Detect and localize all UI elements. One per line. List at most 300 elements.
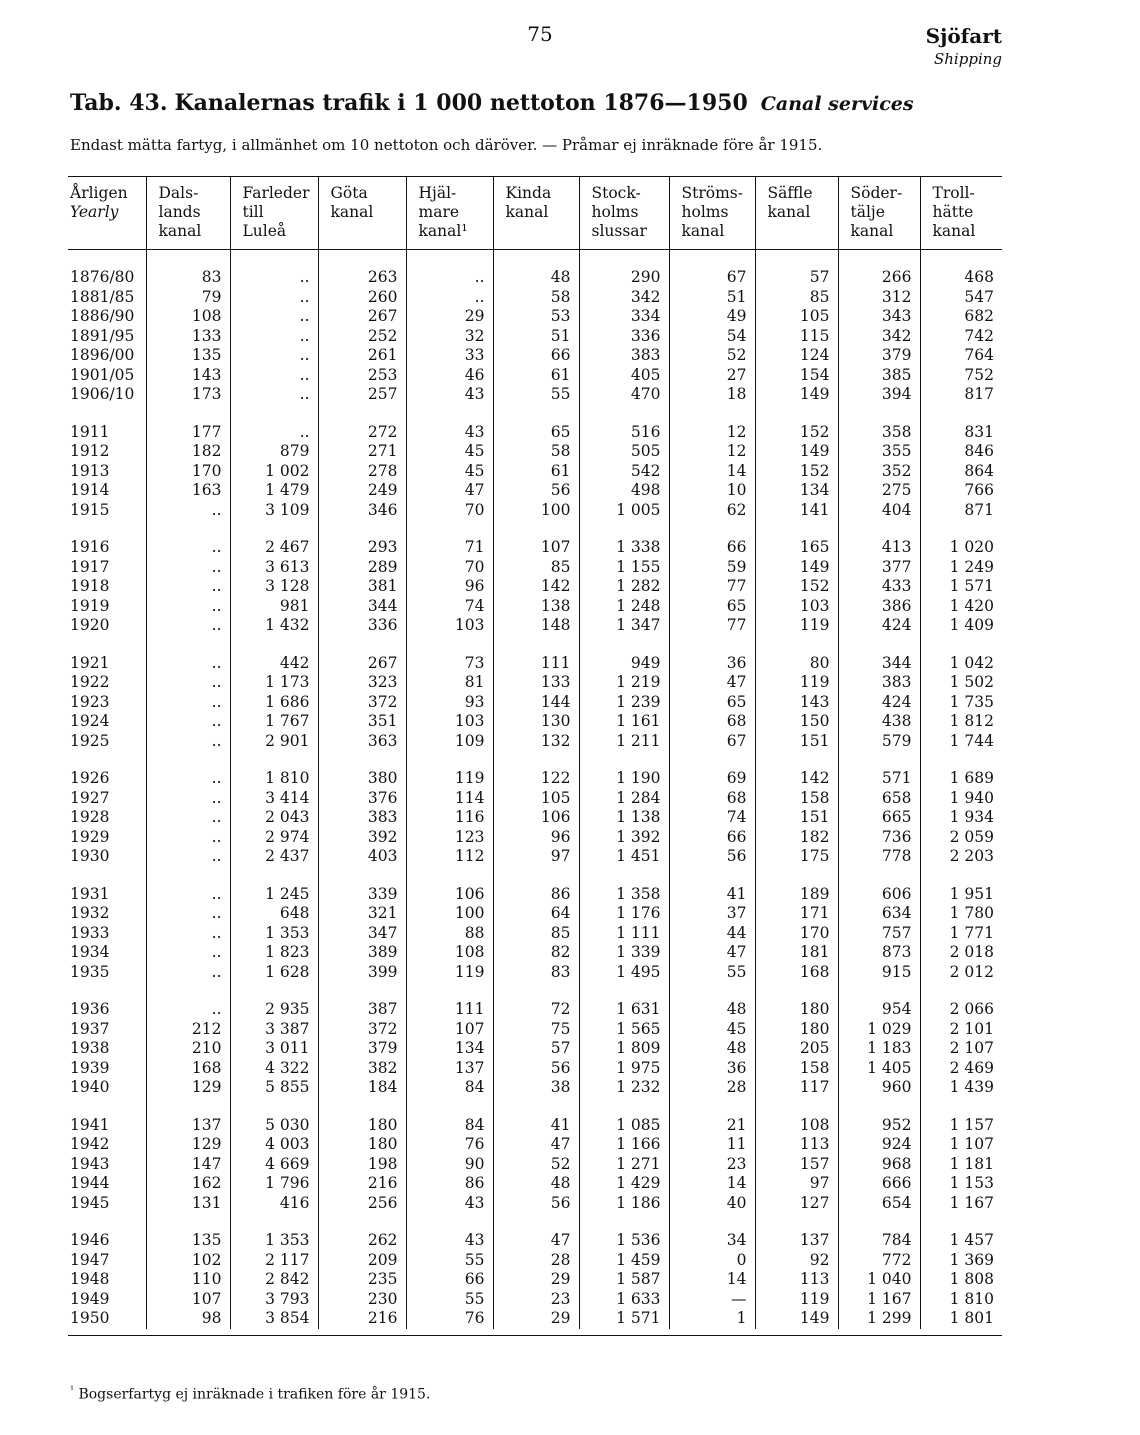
value-cell: 1 810 xyxy=(920,1290,1002,1310)
year-cell: 1923 xyxy=(70,692,110,711)
value-cell: 547 xyxy=(920,288,1002,308)
value-cell: 666 xyxy=(838,1174,920,1194)
value-cell: 132 xyxy=(493,732,579,752)
value-cell: 56 xyxy=(493,481,579,501)
spacer-cell xyxy=(579,867,669,885)
value-cell: 271 xyxy=(318,442,406,462)
value-cell: 342 xyxy=(579,288,669,308)
value-cell: 158 xyxy=(755,789,838,809)
value-cell: 1 153 xyxy=(920,1174,1002,1194)
value-cell: 12 xyxy=(669,423,755,443)
value-cell: 1 689 xyxy=(920,769,1002,789)
value-cell: 1 502 xyxy=(920,673,1002,693)
value-cell: 131 xyxy=(146,1194,230,1214)
value-cell: 137 xyxy=(146,1116,230,1136)
value-cell: 116 xyxy=(406,808,493,828)
year-cell: 1896/00 xyxy=(70,346,135,364)
year-cell: 1949 xyxy=(70,1289,110,1308)
value-cell: 1 686 xyxy=(230,693,318,713)
year-cell: 1927 xyxy=(70,788,110,807)
value-cell: 14 xyxy=(669,1270,755,1290)
spacer-cell xyxy=(669,867,755,885)
year-cell: 1943 xyxy=(70,1154,110,1173)
value-cell: 57 xyxy=(493,1039,579,1059)
table-row xyxy=(68,1251,1002,1271)
value-cell: 665 xyxy=(838,808,920,828)
spacer-cell xyxy=(230,250,318,269)
value-cell: 21 xyxy=(669,1116,755,1136)
value-cell: 752 xyxy=(920,366,1002,386)
value-cell: 61 xyxy=(493,462,579,482)
value-cell: 1 459 xyxy=(579,1251,669,1271)
value-cell: 1 633 xyxy=(579,1290,669,1310)
value-cell: 571 xyxy=(838,769,920,789)
value-cell: 1 042 xyxy=(920,654,1002,674)
spacer-cell xyxy=(493,405,579,423)
table-row xyxy=(68,1231,1002,1251)
spacer-cell xyxy=(146,405,230,423)
spacer-cell xyxy=(755,982,838,1000)
value-cell: .. xyxy=(146,693,230,713)
value-cell: 1 211 xyxy=(579,732,669,752)
value-cell: 86 xyxy=(406,1174,493,1194)
value-cell: 230 xyxy=(318,1290,406,1310)
table-row xyxy=(68,1020,1002,1040)
value-cell: 413 xyxy=(838,538,920,558)
value-cell: 110 xyxy=(146,1270,230,1290)
value-cell: .. xyxy=(146,808,230,828)
year-cell: 1911 xyxy=(70,422,110,441)
value-cell: 76 xyxy=(406,1309,493,1329)
spacer-cell xyxy=(318,636,406,654)
spacer-cell xyxy=(68,520,146,538)
spacer-cell xyxy=(318,250,406,269)
spacer-cell xyxy=(920,751,1002,769)
value-cell: 1 409 xyxy=(920,616,1002,636)
value-cell: 107 xyxy=(146,1290,230,1310)
value-cell: 44 xyxy=(669,924,755,944)
value-cell: 68 xyxy=(669,712,755,732)
value-cell: 831 xyxy=(920,423,1002,443)
column-header-line: kanal xyxy=(505,203,549,221)
spacer-cell xyxy=(838,1098,920,1116)
spacer-cell xyxy=(230,751,318,769)
value-cell: 67 xyxy=(669,732,755,752)
value-cell: 1 951 xyxy=(920,885,1002,905)
spacer-cell xyxy=(493,982,579,1000)
column-header-line: kanal xyxy=(330,203,374,221)
year-cell: 1924 xyxy=(70,712,110,730)
value-cell: .. xyxy=(146,943,230,963)
spacer-cell xyxy=(755,636,838,654)
value-cell: .. xyxy=(230,307,318,327)
year-cell: 1915 xyxy=(70,500,110,519)
value-cell: 379 xyxy=(318,1039,406,1059)
value-cell: 66 xyxy=(406,1270,493,1290)
table-row xyxy=(68,1116,1002,1136)
value-cell: 33 xyxy=(406,346,493,366)
value-cell: .. xyxy=(146,654,230,674)
value-cell: 736 xyxy=(838,828,920,848)
value-cell: 181 xyxy=(755,943,838,963)
section-title-english: Shipping xyxy=(934,50,1002,68)
value-cell: 29 xyxy=(493,1309,579,1329)
table-row xyxy=(68,808,1002,828)
value-cell: 180 xyxy=(755,1000,838,1020)
value-cell: 55 xyxy=(493,385,579,405)
spacer-cell xyxy=(920,1213,1002,1231)
value-cell: 358 xyxy=(838,423,920,443)
year-cell: 1938 xyxy=(70,1039,110,1057)
value-cell: 1 940 xyxy=(920,789,1002,809)
table-title-english: Canal services xyxy=(760,93,914,115)
value-cell: 119 xyxy=(406,963,493,983)
value-cell: 54 xyxy=(669,327,755,347)
value-cell: 79 xyxy=(146,288,230,308)
year-cell: 1925 xyxy=(70,731,110,750)
value-cell: 372 xyxy=(318,1020,406,1040)
spacer-cell xyxy=(493,1213,579,1231)
column-header-line: Luleå xyxy=(242,222,287,240)
value-cell: .. xyxy=(146,538,230,558)
value-cell: 1 812 xyxy=(920,712,1002,732)
column-header-line: kanal¹ xyxy=(418,222,468,240)
value-cell: 3 128 xyxy=(230,577,318,597)
spacer-cell xyxy=(406,751,493,769)
spacer-cell xyxy=(318,520,406,538)
year-cell: 1906/10 xyxy=(70,385,135,403)
spacer-cell xyxy=(920,405,1002,423)
value-cell: 1 157 xyxy=(920,1116,1002,1136)
table-row xyxy=(68,963,1002,983)
year-cell: 1948 xyxy=(70,1270,110,1288)
value-cell: 742 xyxy=(920,327,1002,347)
spacer-cell xyxy=(755,1098,838,1116)
table-row xyxy=(68,789,1002,809)
value-cell: 1 565 xyxy=(579,1020,669,1040)
table-row xyxy=(68,307,1002,327)
table-row xyxy=(68,327,1002,347)
value-cell: 180 xyxy=(318,1135,406,1155)
canal-traffic-table xyxy=(68,176,1002,1329)
column-header xyxy=(146,176,230,250)
value-cell: 70 xyxy=(406,558,493,578)
value-cell: 1 631 xyxy=(579,1000,669,1020)
value-cell: 133 xyxy=(146,327,230,347)
value-cell: 48 xyxy=(669,1000,755,1020)
spacer-cell xyxy=(838,982,920,1000)
value-cell: 1 767 xyxy=(230,712,318,732)
value-cell: 1 536 xyxy=(579,1231,669,1251)
value-cell: 1 232 xyxy=(579,1078,669,1098)
value-cell: 1 771 xyxy=(920,924,1002,944)
value-cell: 352 xyxy=(838,462,920,482)
value-cell: 105 xyxy=(493,789,579,809)
value-cell: 3 854 xyxy=(230,1309,318,1329)
value-cell: 3 613 xyxy=(230,558,318,578)
value-cell: 157 xyxy=(755,1155,838,1175)
value-cell: 72 xyxy=(493,1000,579,1020)
value-cell: 2 935 xyxy=(230,1000,318,1020)
table-row xyxy=(68,1000,1002,1020)
value-cell: .. xyxy=(230,346,318,366)
spacer-cell xyxy=(669,636,755,654)
spacer-cell xyxy=(669,982,755,1000)
table-row xyxy=(68,577,1002,597)
value-cell: 606 xyxy=(838,885,920,905)
value-cell: 115 xyxy=(755,327,838,347)
value-cell: .. xyxy=(230,288,318,308)
value-cell: 152 xyxy=(755,577,838,597)
value-cell: 383 xyxy=(579,346,669,366)
value-cell: 252 xyxy=(318,327,406,347)
value-cell: 49 xyxy=(669,307,755,327)
value-cell: 2 059 xyxy=(920,828,1002,848)
table-row xyxy=(68,481,1002,501)
value-cell: 108 xyxy=(146,307,230,327)
value-cell: 65 xyxy=(669,693,755,713)
value-cell: 88 xyxy=(406,924,493,944)
spacer-cell xyxy=(838,867,920,885)
value-cell: 468 xyxy=(920,268,1002,288)
value-cell: 1 429 xyxy=(579,1174,669,1194)
year-cell: 1947 xyxy=(70,1250,110,1269)
value-cell: 1 167 xyxy=(920,1194,1002,1214)
value-cell: 1 173 xyxy=(230,673,318,693)
value-cell: 1 420 xyxy=(920,597,1002,617)
value-cell: 130 xyxy=(493,712,579,732)
value-cell: .. xyxy=(146,789,230,809)
value-cell: 168 xyxy=(146,1059,230,1079)
value-cell: 123 xyxy=(406,828,493,848)
value-cell: .. xyxy=(230,366,318,386)
column-header-line: Årligen xyxy=(70,184,128,202)
value-cell: 312 xyxy=(838,288,920,308)
value-cell: 151 xyxy=(755,732,838,752)
value-cell: 75 xyxy=(493,1020,579,1040)
spacer-cell xyxy=(146,867,230,885)
value-cell: 498 xyxy=(579,481,669,501)
value-cell: 377 xyxy=(838,558,920,578)
value-cell: 29 xyxy=(406,307,493,327)
spacer-cell xyxy=(755,867,838,885)
table-row xyxy=(68,501,1002,521)
value-cell: .. xyxy=(230,423,318,443)
value-cell: 141 xyxy=(755,501,838,521)
value-cell: 272 xyxy=(318,423,406,443)
value-cell: 879 xyxy=(230,442,318,462)
spacer-cell xyxy=(406,250,493,269)
value-cell: 74 xyxy=(669,808,755,828)
value-cell: 404 xyxy=(838,501,920,521)
spacer-cell xyxy=(318,1098,406,1116)
value-cell: 111 xyxy=(493,654,579,674)
column-header-line: kanal xyxy=(681,222,725,240)
value-cell: 58 xyxy=(493,442,579,462)
column-header xyxy=(579,176,669,250)
year-cell: 1918 xyxy=(70,577,110,595)
value-cell: 51 xyxy=(669,288,755,308)
value-cell: 261 xyxy=(318,346,406,366)
page-number: 75 xyxy=(527,22,553,46)
value-cell: 385 xyxy=(838,366,920,386)
spacer-cell xyxy=(579,520,669,538)
value-cell: 216 xyxy=(318,1309,406,1329)
year-cell: 1913 xyxy=(70,461,110,480)
value-cell: .. xyxy=(230,327,318,347)
column-header-line: kanal xyxy=(850,222,894,240)
value-cell: 1 161 xyxy=(579,712,669,732)
spacer-cell xyxy=(579,636,669,654)
table-container xyxy=(68,176,1002,1336)
spacer-cell xyxy=(493,520,579,538)
value-cell: 47 xyxy=(406,481,493,501)
value-cell: 182 xyxy=(146,442,230,462)
value-cell: 1 744 xyxy=(920,732,1002,752)
value-cell: 83 xyxy=(493,963,579,983)
value-cell: 100 xyxy=(493,501,579,521)
spacer-cell xyxy=(838,1213,920,1231)
year-cell: 1901/05 xyxy=(70,365,135,384)
value-cell: 1 239 xyxy=(579,693,669,713)
year-cell: 1912 xyxy=(70,442,110,460)
spacer-cell xyxy=(318,405,406,423)
value-cell: 658 xyxy=(838,789,920,809)
spacer-cell xyxy=(669,405,755,423)
value-cell: 182 xyxy=(755,828,838,848)
value-cell: .. xyxy=(146,501,230,521)
year-cell: 1946 xyxy=(70,1231,110,1249)
value-cell: 152 xyxy=(755,423,838,443)
value-cell: 11 xyxy=(669,1135,755,1155)
value-cell: 12 xyxy=(669,442,755,462)
table-row xyxy=(68,1290,1002,1310)
section-title: Sjöfart xyxy=(925,24,1002,48)
value-cell: 968 xyxy=(838,1155,920,1175)
value-cell: 113 xyxy=(755,1135,838,1155)
spacer-cell xyxy=(920,636,1002,654)
bottom-rule xyxy=(68,1335,1002,1336)
spacer-cell xyxy=(230,636,318,654)
value-cell: 346 xyxy=(318,501,406,521)
column-header xyxy=(669,176,755,250)
group-spacer xyxy=(68,636,1002,654)
value-cell: 2 974 xyxy=(230,828,318,848)
value-cell: 1 167 xyxy=(838,1290,920,1310)
value-cell: 389 xyxy=(318,943,406,963)
value-cell: 102 xyxy=(146,1251,230,1271)
value-cell: 266 xyxy=(838,268,920,288)
value-cell: 36 xyxy=(669,654,755,674)
value-cell: 1 183 xyxy=(838,1039,920,1059)
table-row xyxy=(68,346,1002,366)
spacer-cell xyxy=(579,405,669,423)
year-cell: 1937 xyxy=(70,1019,110,1038)
spacer-cell xyxy=(146,982,230,1000)
table-row xyxy=(68,693,1002,713)
column-header-line: Göta xyxy=(330,184,368,202)
group-spacer xyxy=(68,250,1002,269)
value-cell: 1 155 xyxy=(579,558,669,578)
value-cell: 1 245 xyxy=(230,885,318,905)
value-cell: 154 xyxy=(755,366,838,386)
value-cell: 344 xyxy=(838,654,920,674)
table-row xyxy=(68,616,1002,636)
value-cell: 757 xyxy=(838,924,920,944)
value-cell: 134 xyxy=(755,481,838,501)
value-cell: 1 111 xyxy=(579,924,669,944)
spacer-cell xyxy=(68,1098,146,1116)
value-cell: 135 xyxy=(146,1231,230,1251)
year-cell: 1942 xyxy=(70,1135,110,1153)
table-row xyxy=(68,538,1002,558)
year-cell: 1914 xyxy=(70,481,110,499)
year-cell: 1929 xyxy=(70,827,110,846)
column-header xyxy=(920,176,1002,250)
value-cell: 23 xyxy=(493,1290,579,1310)
table-row xyxy=(68,1135,1002,1155)
value-cell: 74 xyxy=(406,597,493,617)
spacer-cell xyxy=(146,1098,230,1116)
value-cell: 262 xyxy=(318,1231,406,1251)
value-cell: 2 012 xyxy=(920,963,1002,983)
group-spacer xyxy=(68,520,1002,538)
year-cell: 1921 xyxy=(70,653,110,672)
value-cell: 1 347 xyxy=(579,616,669,636)
value-cell: 981 xyxy=(230,597,318,617)
value-cell: 952 xyxy=(838,1116,920,1136)
spacer-cell xyxy=(579,982,669,1000)
value-cell: 1 176 xyxy=(579,904,669,924)
value-cell: 267 xyxy=(318,307,406,327)
value-cell: 381 xyxy=(318,577,406,597)
value-cell: 778 xyxy=(838,847,920,867)
table-row xyxy=(68,1194,1002,1214)
value-cell: 383 xyxy=(838,673,920,693)
spacer-cell xyxy=(406,982,493,1000)
value-cell: 1 369 xyxy=(920,1251,1002,1271)
value-cell: 433 xyxy=(838,577,920,597)
value-cell: 416 xyxy=(230,1194,318,1214)
spacer-cell xyxy=(68,405,146,423)
value-cell: 2 101 xyxy=(920,1020,1002,1040)
year-cell: 1919 xyxy=(70,596,110,615)
value-cell: 209 xyxy=(318,1251,406,1271)
value-cell: 47 xyxy=(669,673,755,693)
column-header-line: Ströms- xyxy=(681,184,743,202)
value-cell: 43 xyxy=(406,385,493,405)
spacer-cell xyxy=(920,982,1002,1000)
value-cell: 399 xyxy=(318,963,406,983)
value-cell: 1 248 xyxy=(579,597,669,617)
year-cell: 1930 xyxy=(70,847,110,865)
value-cell: 84 xyxy=(406,1116,493,1136)
value-cell: 98 xyxy=(146,1309,230,1329)
value-cell: 1 801 xyxy=(920,1309,1002,1329)
value-cell: 1 405 xyxy=(838,1059,920,1079)
spacer-cell xyxy=(838,250,920,269)
value-cell: 143 xyxy=(146,366,230,386)
value-cell: 2 043 xyxy=(230,808,318,828)
value-cell: 96 xyxy=(493,828,579,848)
value-cell: 336 xyxy=(318,616,406,636)
value-cell: 100 xyxy=(406,904,493,924)
column-header-line: Hjäl- xyxy=(418,184,457,202)
column-header-line: holms xyxy=(681,203,729,221)
value-cell: 114 xyxy=(406,789,493,809)
value-cell: 1 432 xyxy=(230,616,318,636)
column-header-line: slussar xyxy=(591,222,647,240)
